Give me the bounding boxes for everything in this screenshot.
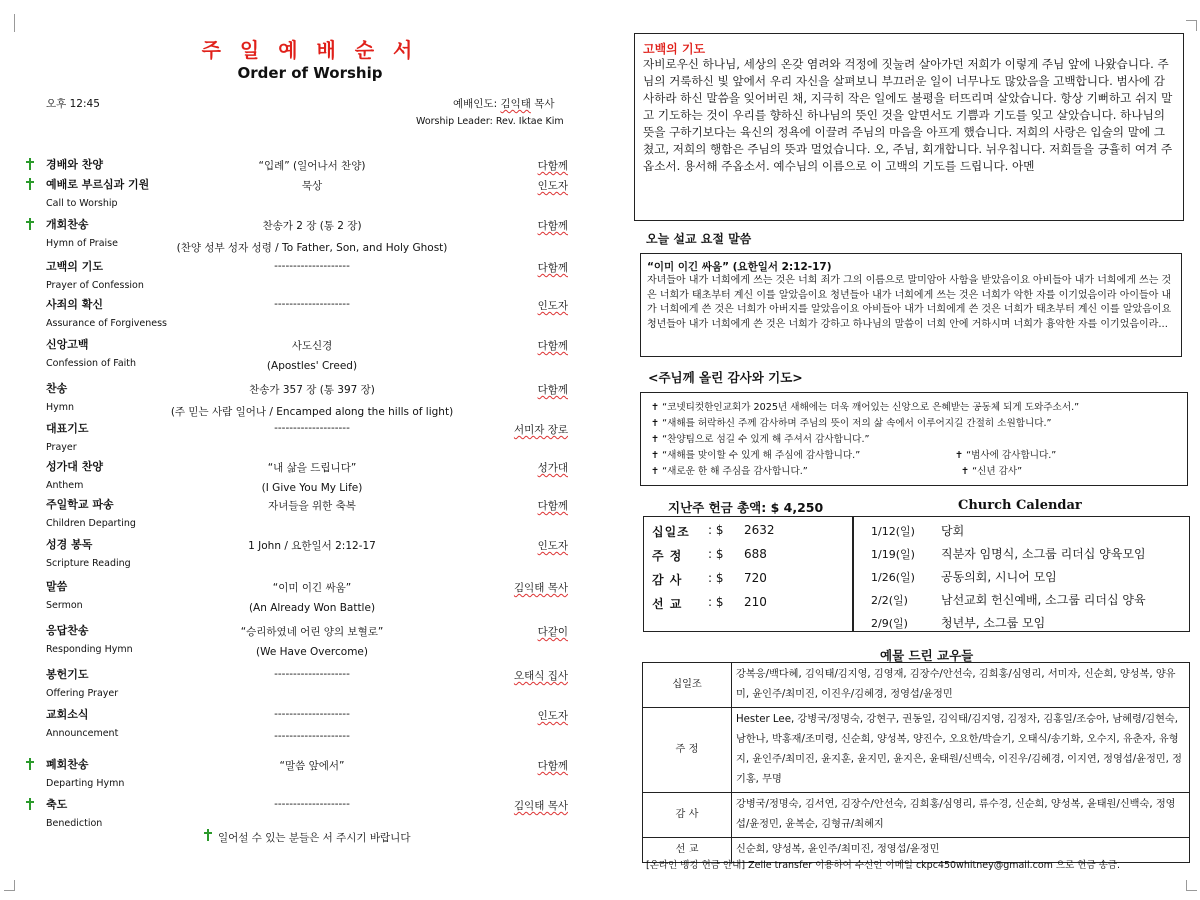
donor-category: 십일조	[643, 663, 732, 708]
order-item-english: Responding Hymn	[46, 644, 133, 655]
calendar-heading: Church Calendar	[958, 498, 1082, 513]
order-item-content: “이미 이긴 싸움”	[272, 582, 352, 594]
donor-names: 신순희, 양성복, 윤인주/최미진, 정영섭/윤정민	[732, 838, 1190, 863]
order-item-title: 축도	[46, 798, 68, 811]
offering-label: 주 정	[652, 549, 683, 563]
order-item-english: Sermon	[46, 600, 83, 611]
order-item-leader: 김익태 목사	[513, 582, 568, 594]
order-item-english: Hymn	[46, 402, 75, 413]
order-item-content: “입례” (일어나서 찬양)	[258, 160, 366, 172]
worship-leader-english: Worship Leader: Rev. Iktae Kim	[416, 116, 564, 127]
order-item-leader: 다함께	[537, 160, 568, 172]
thanks-item: ✝ “코넷티컷한인교회가 2025년 새해에는 더욱 깨어있는 신앙으로 은혜받는 공동체 되게 도와주소서.”	[651, 402, 1080, 413]
order-item-title: 말씀	[46, 580, 68, 593]
crop-mark	[1186, 20, 1197, 31]
cross-icon	[26, 178, 34, 190]
order-item-content: --------------------	[274, 260, 350, 272]
order-item-content: 묵상	[301, 180, 323, 192]
offering-amount: 2632	[744, 523, 775, 537]
confession-title: 고백의 기도	[643, 42, 706, 56]
order-item-leader: 오태식 집사	[513, 670, 568, 682]
order-item-leader: 인도자	[537, 180, 568, 192]
calendar-date: 1/12(일)	[871, 525, 915, 538]
donors-heading: 예물 드린 교우들	[880, 648, 974, 663]
cross-icon	[26, 798, 34, 810]
calendar-event: 당회	[941, 524, 965, 538]
thanks-item: ✝ “새해를 맞이할 수 있게 해 주심에 감사합니다.”	[651, 450, 861, 461]
order-item-title: 봉헌기도	[46, 668, 89, 681]
order-item-title: 찬송	[46, 382, 68, 395]
calendar-event: 공동의회, 시니어 모임	[941, 570, 1057, 584]
order-item-leader: 다함께	[537, 262, 568, 274]
offering-label: 십일조	[652, 525, 690, 539]
service-time: 오후 12:45	[46, 98, 100, 110]
cross-icon	[26, 218, 34, 230]
offering-currency: : $	[708, 523, 724, 537]
donor-names: 강복응/백다혜, 김익태/김지영, 김영재, 김장수/안선숙, 김희홍/심영리, 서미자, 신순희, 양성복, 양유미, 윤인주/최미진, 이진우/김혜경, 정영섭/윤정민	[732, 663, 1190, 708]
order-item-content: 찬송가 357 장 (통 397 장)	[249, 384, 375, 396]
order-item-content: “말씀 앞에서”	[279, 760, 345, 772]
order-item-english: Assurance of Forgiveness	[46, 318, 168, 329]
sermon-verse-heading: 오늘 설교 요절 말씀	[646, 232, 752, 246]
confession-prayer-box	[634, 33, 1184, 221]
order-item-content-sub: (An Already Won Battle)	[248, 602, 376, 614]
thanks-heading: <주님께 올린 감사와 기도>	[648, 370, 803, 385]
crop-mark	[1186, 880, 1197, 891]
sermon-verse-title: “이미 이긴 싸움” (요한일서 2:12-17)	[647, 261, 832, 273]
offering-amount: 210	[744, 595, 767, 609]
order-item-leader: 인도자	[537, 300, 568, 312]
worship-leader-korean: 예배인도: 김익태 목사	[453, 98, 555, 110]
order-item-content-sub: (찬양 성부 성자 성령 / To Father, Son, and Holy Ghost)	[176, 242, 448, 254]
order-item-title: 개회찬송	[46, 218, 89, 231]
calendar-date: 1/26(일)	[871, 571, 915, 584]
donor-names: 강병국/정명숙, 김서연, 김장수/안선숙, 김희홍/심영리, 류수경, 신순희, 양성복, 윤태원/신백숙, 정영섭/윤정민, 윤복순, 김형규/최혜지	[732, 793, 1190, 838]
order-item-title: 사죄의 확신	[46, 298, 103, 311]
order-item-title: 성가대 찬양	[46, 460, 103, 473]
order-item-title: 응답찬송	[46, 624, 89, 637]
order-item-content: --------------------	[274, 798, 350, 810]
order-item-leader: 다함께	[537, 384, 568, 396]
order-item-content: “내 삶을 드립니다”	[267, 462, 357, 474]
order-item-leader: 다함께	[537, 340, 568, 352]
order-item-english: Confession of Faith	[46, 358, 137, 369]
order-item-content: “승리하였네 어린 양의 보혈로”	[240, 626, 384, 638]
order-item-title: 신앙고백	[46, 338, 89, 351]
order-item-content: --------------------	[274, 668, 350, 680]
order-item-leader: 성가대	[537, 462, 568, 474]
online-giving-note: [온라인 뱅킹 헌금 안내] Zelle transfer 이용하여 수신인 이메일 ckpc450whitney@gmail.com 으로 헌금 송금.	[646, 860, 1121, 871]
order-item-english: Announcement	[46, 728, 119, 739]
order-item-leader: 김익태 목사	[513, 800, 568, 812]
order-item-title: 경배와 찬양	[46, 158, 103, 171]
offering-label: 감 사	[652, 573, 683, 587]
order-item-leader: 다함께	[537, 220, 568, 232]
donors-table	[642, 662, 1190, 863]
offering-label: 선 교	[652, 597, 683, 611]
order-item-title: 교회소식	[46, 708, 89, 721]
order-item-content: --------------------	[274, 708, 350, 720]
order-item-english: Departing Hymn	[46, 778, 125, 789]
order-item-english: Prayer of Confession	[46, 280, 144, 291]
calendar-event: 남선교회 헌신예배, 소그룹 리더십 양육	[941, 593, 1146, 607]
order-item-english: Anthem	[46, 480, 84, 491]
order-item-content-sub: (I Give You My Life)	[261, 482, 363, 494]
order-item-english: Scripture Reading	[46, 558, 131, 569]
order-item-title: 고백의 기도	[46, 260, 103, 273]
order-item-leader: 다함께	[537, 500, 568, 512]
order-item-leader: 다함께	[537, 760, 568, 772]
order-item-content: --------------------	[274, 298, 350, 310]
order-item-content-sub: (We Have Overcome)	[255, 646, 368, 658]
order-item-content: 자녀들을 위한 축복	[268, 500, 356, 512]
calendar-date: 2/2(일)	[871, 594, 908, 607]
calendar-date: 1/19(일)	[871, 548, 915, 561]
offering-amount: 688	[744, 547, 767, 561]
donor-category: 선 교	[643, 838, 732, 863]
sermon-verse-body: 자녀들아 내가 너희에게 쓰는 것은 너희 죄가 그의 이름으로 말미암아 사함을 받았음이요 아비들아 내가 너희에게 쓰는 것은 너희가 태초부터 계신 이를 알았음이요 청년들아 내가 너희에게 쓰는 것은 너희가 악한 자를 이기었음이라 아이들아 내가 너희에게 쓴 것은 너희가 아버지를 알았음이요 아비들아 내가 너희에게 쓴 것은 너희가 태초부터 계신 이를 알았음이요 청년들아 내가 너희에게 쓴 것은 너희가 강하고 하나님의 말씀이 너희 안에 거하시며 너희가 흉악한 자를 이기었음이라...	[647, 275, 1172, 330]
order-item-english: Offering Prayer	[46, 688, 119, 699]
table-row	[643, 793, 1190, 838]
calendar-event: 직분자 임명식, 소그룹 리더십 양육모임	[941, 547, 1146, 561]
order-item-english: Benediction	[46, 818, 103, 829]
offering-summary-box	[643, 516, 854, 632]
calendar-event: 청년부, 소그룹 모임	[941, 616, 1046, 630]
order-item-english: Call to Worship	[46, 198, 118, 209]
footer-note: 일어설 수 있는 분들은 서 주시기 바랍니다	[204, 830, 410, 845]
cross-icon	[26, 758, 34, 770]
order-item-leader: 서미자 장로	[513, 424, 568, 436]
page-title-korean: 주 일 예 배 순 서	[201, 38, 419, 62]
order-item-leader: 인도자	[537, 710, 568, 722]
order-item-content-sub: (주 믿는 사람 일어나 / Encamped along the hills of light)	[170, 406, 454, 418]
offering-currency: : $	[708, 547, 724, 561]
order-item-leader: 다같이	[537, 626, 568, 638]
order-item-content-sub: (Apostles' Creed)	[266, 360, 358, 372]
order-item-content: 사도신경	[291, 340, 333, 352]
thanks-item: ✝ “새로운 한 해 주심을 감사합니다.”	[651, 466, 808, 477]
order-item-title: 주일학교 파송	[46, 498, 114, 511]
thanks-item: ✝ “새해를 허락하신 주께 감사하며 주님의 뜻이 저의 삶 속에서 이루어지길 간절히 소원합니다.”	[651, 418, 1052, 429]
donor-names: Hester Lee, 강병국/정명숙, 강현구, 권동일, 김익태/김지영, 김정자, 김홍일/조승아, 남혜령/김현숙, 남한나, 박홍재/조미령, 신순희, 양성복, 양진수, 오요한/박슬기, 오태식/송기화, 오수지, 유춘자, 유형지, 윤인주/최미진, 윤지훈, 윤지민, 윤지은, 윤태원/신백숙, 이진우/김혜경, 이지연, 정영섭/윤정민, 정기홍, 무명	[732, 708, 1190, 793]
church-calendar-box	[852, 516, 1190, 632]
order-item-english: Prayer	[46, 442, 77, 453]
offering-total-heading: 지난주 헌금 총액: $ 4,250	[668, 500, 824, 515]
confession-body: 자비로우신 하나님, 세상의 온갖 염려와 걱정에 짓눌려 살아가던 저희가 이렇게 주님 앞에 나왔습니다. 주님의 거룩하신 빛 앞에서 우리 자신을 살펴보니 부끄러운 일이 너무나도 많았음을 고백합니다. 범사에 감사하라 하신 말씀을 잊어버린 채, 지극히 작은 일에도 불평을 터뜨리며 살았습니다. 항상 기뻐하고 쉬지 말고 기도하는 것이 우리를 향하신 하나님의 뜻인 것을 알면서도 기쁨과 기도를 잊고 살았습니다. 하나님의 뜻을 구하기보다는 육신의 정욕에 이끌려 주님의 마음을 아프게 했습니다. 저희의 사랑은 입술의 말에 그쳤고, 저희의 행함은 주님의 뜻과 멀었습니다. 오, 주님, 회개합니다. 뉘우칩니다. 저희들을 긍휼히 여겨 주옵소서. 용서해 주옵소서. 예수님의 이름으로 이 고백의 기도를 드립니다. 아멘	[643, 57, 1173, 173]
order-item-title: 성경 봉독	[46, 538, 93, 551]
order-item-title: 폐회찬송	[46, 758, 89, 771]
order-item-content-sub: --------------------	[274, 730, 350, 742]
calendar-date: 2/9(일)	[871, 617, 908, 630]
order-item-content: --------------------	[274, 422, 350, 434]
donor-category: 주 정	[643, 708, 732, 793]
offering-currency: : $	[708, 571, 724, 585]
donor-category: 감 사	[643, 793, 732, 838]
offering-currency: : $	[708, 595, 724, 609]
cross-icon	[26, 158, 34, 170]
order-item-leader: 인도자	[537, 540, 568, 552]
order-item-title: 예배로 부르심과 기원	[46, 178, 150, 191]
order-item-english: Children Departing	[46, 518, 136, 529]
order-item-english: Hymn of Praise	[46, 238, 118, 249]
thanks-item: ✝ “신년 감사”	[961, 466, 1023, 477]
order-item-title: 대표기도	[46, 422, 89, 435]
sermon-verse-box	[640, 253, 1182, 357]
order-item-content: 찬송가 2 장 (통 2 장)	[262, 220, 362, 232]
crop-mark	[4, 14, 15, 32]
thanks-item: ✝ “범사에 감사합니다.”	[955, 450, 1057, 461]
cross-icon	[204, 829, 212, 841]
page-title-english: Order of Worship	[237, 64, 383, 82]
thanks-item: ✝ “찬양팀으로 섬길 수 있게 해 주셔서 감사합니다.”	[651, 434, 870, 445]
crop-mark	[4, 880, 15, 891]
offering-amount: 720	[744, 571, 767, 585]
table-row	[643, 663, 1190, 708]
order-item-content: 1 John / 요한일서 2:12-17	[248, 540, 376, 552]
table-row	[643, 708, 1190, 793]
thanks-box	[640, 392, 1188, 486]
